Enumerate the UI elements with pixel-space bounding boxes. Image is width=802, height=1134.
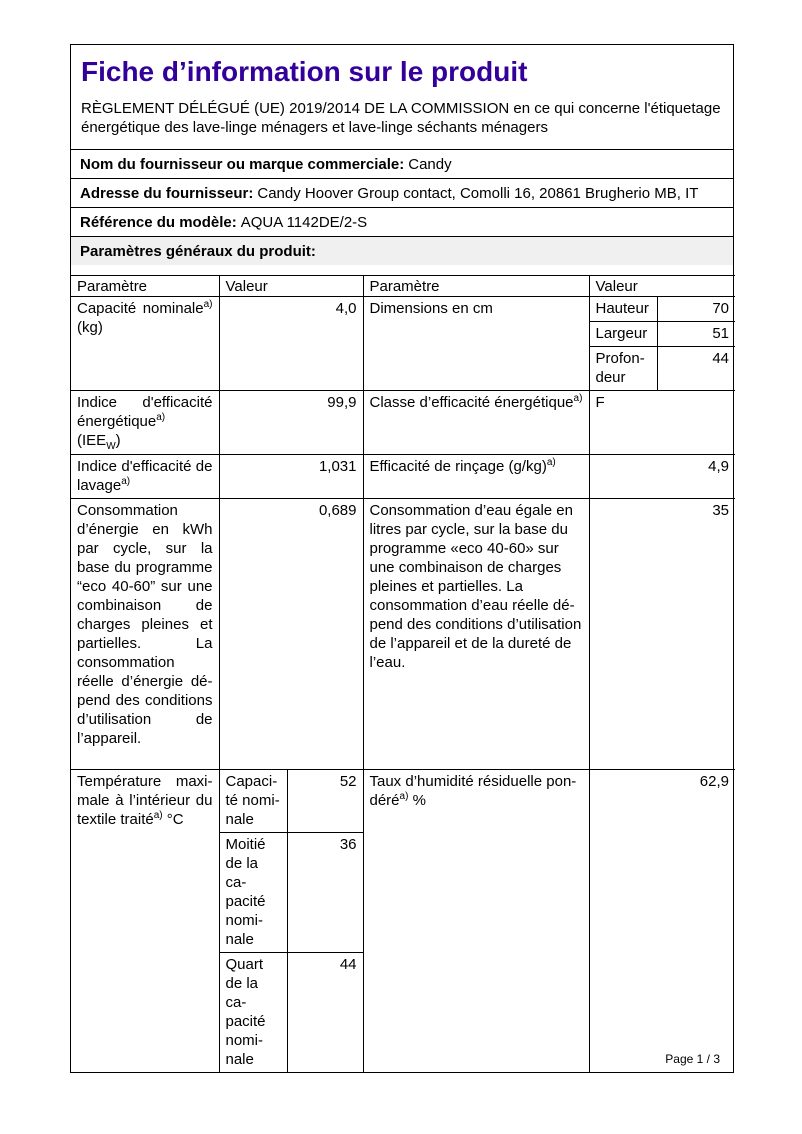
column-header-value-1: Valeur <box>219 276 363 297</box>
value-energy-class: F <box>589 391 735 455</box>
param-text: (kg) <box>77 319 103 336</box>
supplier-name-row <box>71 149 733 178</box>
param-energy-efficiency-index <box>71 391 219 455</box>
value-rated-capacity: 4,0 <box>219 297 363 391</box>
dimension-label: Profondeur <box>590 347 658 390</box>
param-text: ) <box>115 432 121 449</box>
param-energy-consumption: Consommation d’énergie en kWh par cycle, sur la base du programme “eco 40-60” sur une combinaison de charges pleines et partielles. La consommation réelle d’énergie dépend des conditions d’utilisation de l’appareil. <box>71 499 219 770</box>
row-washing-rinsing <box>71 455 735 499</box>
param-washing-efficiency-index <box>71 455 219 499</box>
param-text: % <box>408 792 426 809</box>
dimension-row-width <box>590 322 736 347</box>
temperature-value: 36 <box>339 836 357 853</box>
value-rinsing-efficiency: 4,9 <box>589 455 735 499</box>
value-energy-efficiency-index: 99,9 <box>219 391 363 455</box>
temperature-row-quarter <box>220 953 363 1072</box>
row-capacity-dimensions <box>71 297 735 391</box>
param-text: Température maximale à l’intérieur du textile traité <box>77 773 213 828</box>
dimension-row-depth <box>590 347 736 390</box>
temperature-label: Moitié de la capacité nominale <box>220 833 288 952</box>
page-title: Fiche d’information sur le produit <box>81 56 528 87</box>
spacer <box>71 265 733 275</box>
dimension-value: 70 <box>712 300 729 317</box>
value-residual-humidity: 62,9 <box>589 770 735 1073</box>
supplier-name-value: Candy <box>408 156 452 173</box>
dimension-value: 44 <box>712 350 729 367</box>
param-water-consumption: Consommation d’eau égale en litres par cycle, sur la base du programme «eco 40-60» sur une combinaison de charges pleines et partielles. La consommation d’eau réelle dépend des conditions d’utilisation de l’appareil et de la dureté de l’eau. <box>363 499 589 770</box>
param-text: Indice d'efficacité de lavage <box>77 458 213 494</box>
dimension-label: Hauteur <box>590 297 658 321</box>
supplier-address-label: Adresse du fournisseur: <box>80 185 254 202</box>
value-washing-efficiency-index: 1,031 <box>219 455 363 499</box>
supplier-address-row <box>71 178 733 207</box>
dimensions-subtable <box>589 297 735 391</box>
supplier-name-label: Nom du fournisseur ou marque commerciale: <box>80 156 405 173</box>
param-text: Classe d’efficacité énergétique <box>369 394 574 411</box>
temperature-label: Quart de la capacité nominale <box>220 953 288 1072</box>
section-header-label: Paramètres généraux du produit: <box>80 243 316 260</box>
dimension-value: 51 <box>712 325 729 342</box>
param-max-temperature <box>71 770 219 1073</box>
model-reference-label: Référence du modèle: <box>80 214 237 231</box>
regulation-text: RÈGLEMENT DÉLÉGUÉ (UE) 2019/2014 DE LA COMMISSION en ce qui concerne l'étiquetage énergétique des lave-linge ménagers et lave-linge séchants ménagers <box>81 100 721 136</box>
footnote-marker-a: a) <box>121 476 131 487</box>
table-header-row <box>71 276 735 297</box>
param-rated-capacity <box>71 297 219 391</box>
value-water-consumption: 35 <box>589 499 735 770</box>
param-text: °C <box>162 811 184 828</box>
dimension-row-height <box>590 297 736 322</box>
footnote-marker-a: a) <box>153 810 163 821</box>
temperature-row-rated <box>220 770 363 833</box>
temperature-subtable <box>219 770 363 1073</box>
temperature-value: 52 <box>339 773 357 790</box>
column-header-parameter-1: Paramètre <box>71 276 219 297</box>
temperature-label: Capacité nominale <box>220 770 288 832</box>
param-text: Indice d'efficacité énergétique <box>77 394 213 430</box>
temperature-row-half <box>220 833 363 953</box>
footnote-marker-a: a) <box>573 393 583 404</box>
model-reference-row <box>71 207 733 236</box>
value-energy-consumption: 0,689 <box>219 499 363 770</box>
supplier-address-value: Candy Hoover Group contact, Comolli 16, 20861 Brugherio MB, IT <box>257 185 699 202</box>
parameters-table <box>71 275 735 1072</box>
row-temperature-humidity <box>71 770 735 1073</box>
row-energy-water-consumption <box>71 499 735 770</box>
row-energy-efficiency <box>71 391 735 455</box>
param-residual-humidity <box>363 770 589 1073</box>
footnote-marker-a: a) <box>156 412 166 423</box>
param-text: (IEE <box>77 432 107 449</box>
column-header-value-2: Valeur <box>589 276 735 297</box>
section-header-row <box>71 236 733 265</box>
temperature-value: 44 <box>339 956 357 973</box>
param-text: Capacité nominale <box>77 300 204 317</box>
param-text: Efficacité de rinçage (g/kg) <box>369 458 547 475</box>
param-dimensions: Dimensions en cm <box>363 297 589 391</box>
doc-header <box>71 45 733 149</box>
footnote-marker-a: a) <box>546 457 556 468</box>
footnote-marker-a: a) <box>203 299 213 310</box>
subscript-w: W <box>106 441 116 452</box>
footnote-marker-a: a) <box>399 791 409 802</box>
param-rinsing-efficiency <box>363 455 589 499</box>
dimension-label: Largeur <box>590 322 658 346</box>
param-energy-class <box>363 391 589 455</box>
column-header-parameter-2: Paramètre <box>363 276 589 297</box>
page-number: Page 1 / 3 <box>665 1052 720 1066</box>
model-reference-value: AQUA 1142DE/2-S <box>240 214 368 231</box>
param-text: Taux d’humidité résiduelle pondéré <box>369 773 577 809</box>
product-fiche <box>70 44 734 1073</box>
